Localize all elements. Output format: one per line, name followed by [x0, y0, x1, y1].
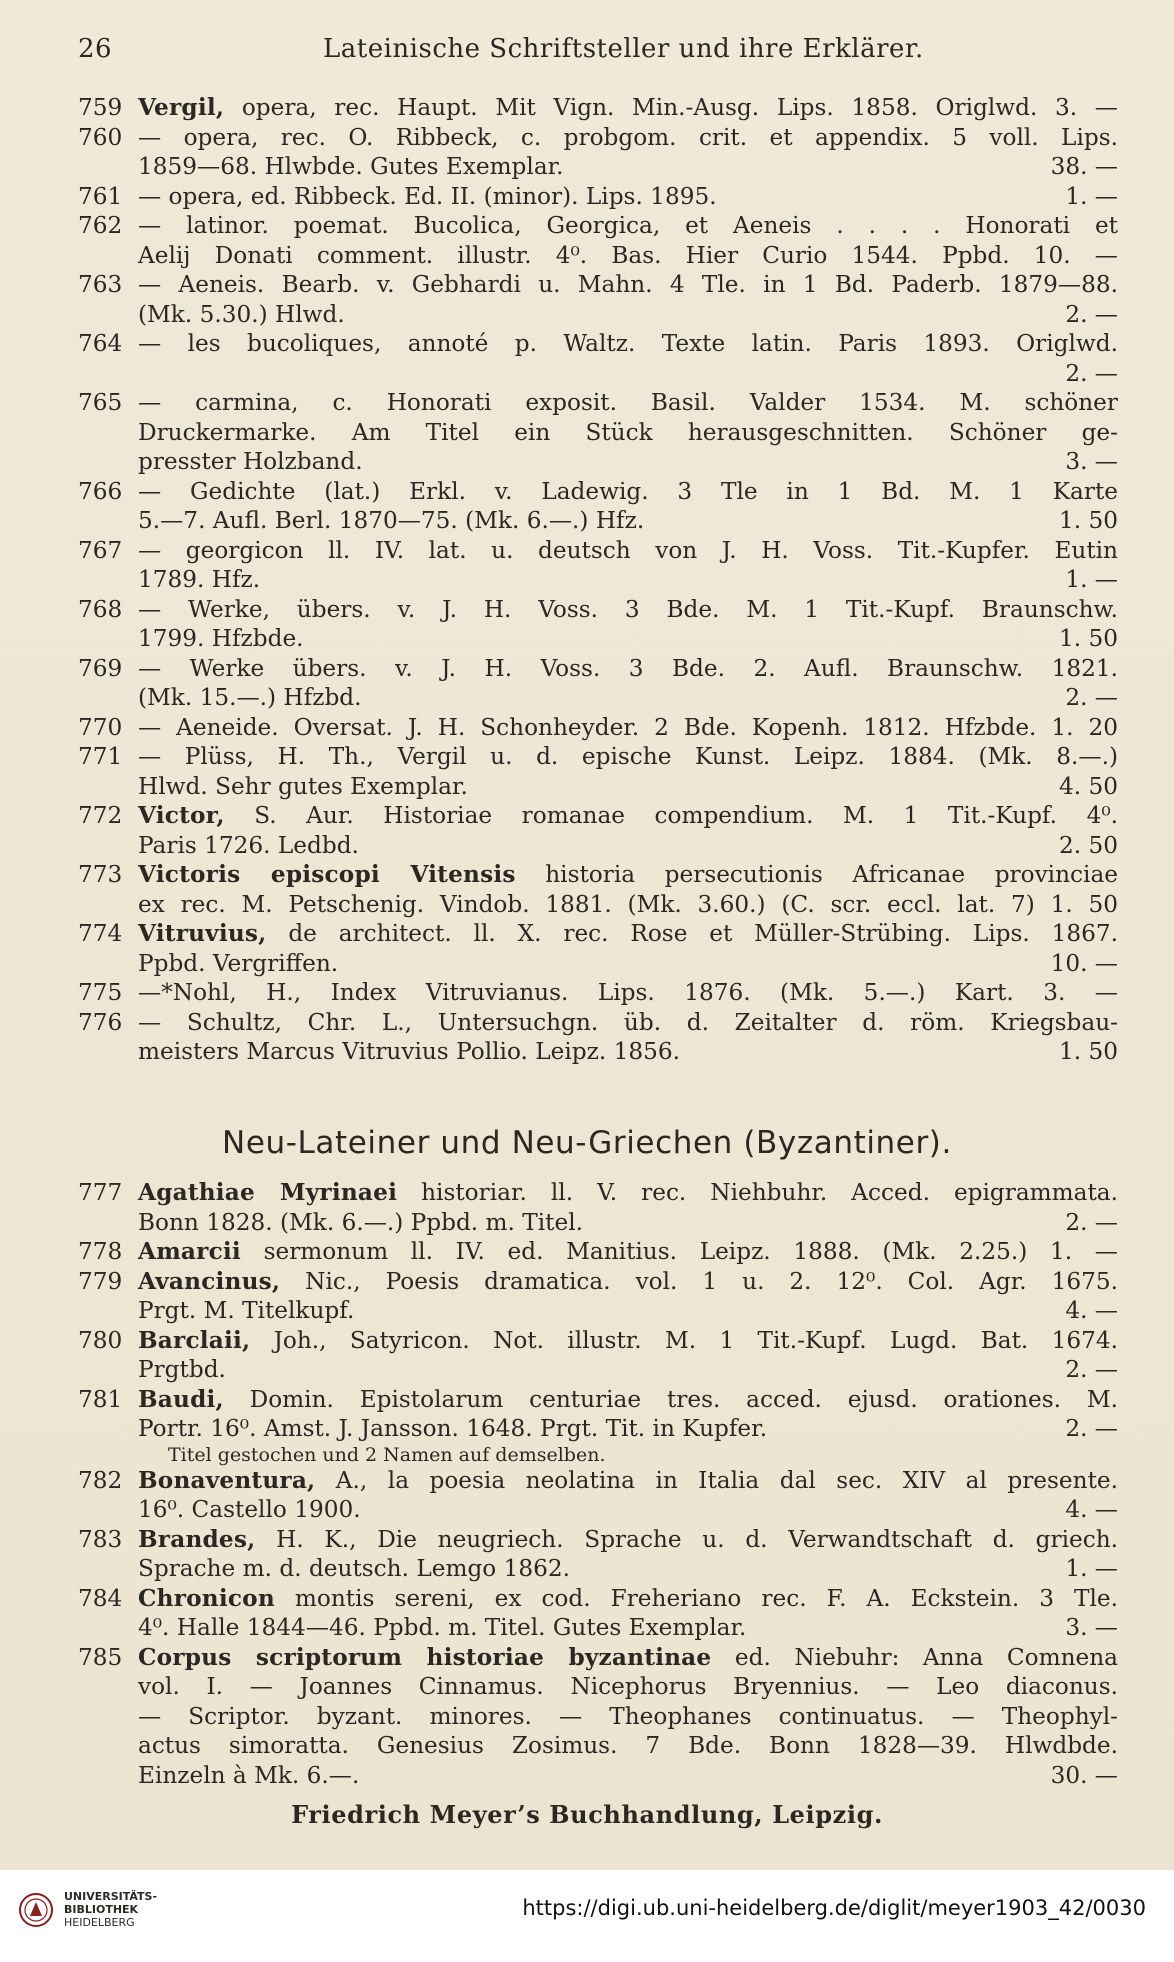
entry-line: — Gedichte (lat.) Erkl. v. Ladewig. 3 Tle in 1 Bd. M. 1 Karte [138, 477, 1118, 505]
entry-price: 2. — [1065, 1208, 1118, 1236]
library-name-line1: UNIVERSITÄTS- [64, 1890, 158, 1903]
catalog-entry [78, 1643, 1118, 1791]
library-seal-icon [18, 1892, 54, 1928]
entry-line: Baudi, Domin. Epistolarum centuriae tres. acced. ejusd. orationes. M. [138, 1385, 1118, 1413]
page-header [78, 34, 1118, 74]
entry-number: 767 [78, 536, 123, 564]
publisher-footer: Friedrich Meyer’s Buchhandlung, Leipzig. [291, 1800, 883, 1829]
catalog-entry [78, 388, 1118, 477]
entry-price: 1. 50 [1059, 507, 1118, 534]
catalog-entry [78, 713, 1118, 743]
entry-line: Ppbd. Vergriffen. 10. — [138, 949, 1118, 977]
entry-price: 30. — [1050, 1761, 1118, 1789]
entry-line: Chronicon montis sereni, ex cod. Freheriano rec. F. A. Eckstein. 3 Tle. [138, 1584, 1118, 1612]
entry-line: Brandes, H. K., Die neugriech. Sprache u. d. Verwandtschaft d. griech. [138, 1525, 1118, 1553]
entry-line: Agathiae Myrinaei historiar. ll. V. rec. Niehbuhr. Acced. epigrammata. [138, 1179, 1118, 1206]
entry-price: 2. — [1065, 1415, 1118, 1442]
catalog-entry [78, 919, 1118, 978]
entry-line: — opera, ed. Ribbeck. Ed. II. (minor). Lips. 1895. 1. — [138, 182, 1118, 210]
entry-line: 1799. Hfzbde. 1. 50 [138, 625, 1118, 652]
entry-number: 780 [78, 1326, 123, 1354]
catalog-entry [78, 270, 1118, 329]
catalog-entry [78, 1237, 1118, 1267]
catalog-entry [78, 1466, 1118, 1525]
entry-line: Vergil, opera, rec. Haupt. Mit Vign. Min.-Ausg. Lips. 1858. Origlwd. 3. — [138, 94, 1118, 121]
entry-price: 2. — [1065, 300, 1118, 328]
catalog-entry [78, 536, 1118, 595]
entry-price: 4. 50 [1059, 772, 1118, 800]
entry-line: — Scriptor. byzant. minores. — Theophanes continuatus. — Theophyl- [138, 1702, 1118, 1730]
library-name-line2: BIBLIOTHEK [64, 1903, 139, 1916]
entry-line: Prgt. M. Titelkupf. 4. — [138, 1297, 1118, 1324]
entry-number: 764 [78, 330, 123, 357]
entry-number: 773 [78, 861, 123, 888]
entry-number: 768 [78, 595, 123, 623]
entry-line [138, 359, 1118, 389]
catalog-entry [78, 182, 1118, 212]
entry-line: Einzeln à Mk. 6.—. 30. — [138, 1761, 1118, 1789]
entry-number: 763 [78, 271, 123, 298]
running-title: Lateinische Schriftsteller und ihre Erklärer. [323, 34, 924, 64]
entry-line: Aelij Donati comment. illustr. 4⁰. Bas. Hier Curio 1544. Ppbd. 10. — [138, 241, 1118, 269]
entry-line: Bonaventura, A., la poesia neolatina in Italia dal sec. XIV al presente. [138, 1466, 1118, 1494]
entry-number: 766 [78, 477, 123, 505]
entry-price: 4. — [1065, 1297, 1118, 1324]
catalog-entry [78, 1178, 1118, 1237]
entry-line: Prgtbd. 2. — [138, 1356, 1118, 1383]
entry-number: 771 [78, 743, 123, 770]
entry-line: — Schultz, Chr. L., Untersuchgn. üb. d. Zeitalter d. röm. Kriegsbau- [138, 1008, 1118, 1036]
library-logo-block [18, 1890, 157, 1929]
entry-price: 38. — [1050, 153, 1118, 180]
catalog-entry [78, 1008, 1118, 1067]
entry-line: Bonn 1828. (Mk. 6.—.) Ppbd. m. Titel. 2. — [138, 1208, 1118, 1236]
catalog-entry [78, 595, 1118, 654]
entry-line: — carmina, c. Honorati exposit. Basil. Valder 1534. M. schöner [138, 389, 1118, 416]
entry-price: 1. — [1065, 182, 1118, 210]
entry-number: 785 [78, 1643, 123, 1671]
entry-line: Sprache m. d. deutsch. Lemgo 1862. 1. — [138, 1555, 1118, 1582]
entry-price: 2. — [1065, 684, 1118, 711]
entry-line: — georgicon ll. IV. lat. u. deutsch von J. H. Voss. Tit.-Kupfer. Eutin [138, 536, 1118, 564]
entry-number: 762 [78, 212, 123, 239]
entry-number: 760 [78, 123, 123, 151]
entry-number: 781 [78, 1385, 123, 1413]
source-url[interactable]: https://digi.ub.uni-heidelberg.de/diglit/meyer1903_42/0030 [522, 1896, 1146, 1920]
entry-number: 772 [78, 802, 123, 829]
entry-number: 784 [78, 1584, 123, 1612]
entry-line: — Aeneis. Bearb. v. Gebhardi u. Mahn. 4 Tle. in 1 Bd. Paderb. 1879—88. [138, 271, 1118, 298]
catalog-entry [78, 801, 1118, 860]
entry-line: — Werke, übers. v. J. H. Voss. 3 Bde. M. 1 Tit.-Kupf. Braunschw. [138, 595, 1118, 623]
catalog-entry [78, 1326, 1118, 1385]
entry-price: 4. — [1065, 1496, 1118, 1523]
entry-line: — Aeneide. Oversat. J. H. Schonheyder. 2 Bde. Kopenh. 1812. Hfzbde. 1. 20 [138, 713, 1118, 741]
entry-line: (Mk. 15.—.) Hfzbd. 2. — [138, 684, 1118, 711]
entry-price: 1. — [1065, 566, 1118, 593]
entry-line: Amarcii sermonum ll. IV. ed. Manitius. Leipz. 1888. (Mk. 2.25.) 1. — [138, 1238, 1118, 1265]
entry-line: — latinor. poemat. Bucolica, Georgica, et Aeneis . . . . Honorati et [138, 212, 1118, 239]
entry-number: 769 [78, 654, 123, 682]
entry-price: 1. — [1065, 1555, 1118, 1582]
entry-line: — Werke übers. v. J. H. Voss. 3 Bde. 2. Aufl. Braunschw. 1821. [138, 654, 1118, 682]
entry-line: — Plüss, H. Th., Vergil u. d. epische Kunst. Leipz. 1884. (Mk. 8.—.) [138, 743, 1118, 770]
entry-line: Vitruvius, de architect. ll. X. rec. Rose et Müller-Strübing. Lips. 1867. [138, 920, 1118, 947]
entry-line: actus simoratta. Genesius Zosimus. 7 Bde. Bonn 1828—39. Hlwdbde. [138, 1732, 1118, 1759]
catalog-entries-neulatin [78, 1178, 1118, 1790]
entry-line: Victoris episcopi Vitensis historia persecutionis Africanae provinciae [138, 861, 1118, 888]
catalog-entry [78, 93, 1118, 123]
entry-price: 10. — [1050, 949, 1118, 977]
catalog-entry [78, 1525, 1118, 1584]
entry-line: ex rec. M. Petschenig. Vindob. 1881. (Mk. 3.60.) (C. scr. eccl. lat. 7) 1. 50 [138, 890, 1118, 918]
entry-number: 770 [78, 713, 123, 741]
entry-line: Barclaii, Joh., Satyricon. Not. illustr. M. 1 Tit.-Kupf. Lugd. Bat. 1674. [138, 1326, 1118, 1354]
entry-number: 778 [78, 1238, 123, 1265]
entry-price: 2. — [1065, 359, 1118, 387]
entry-line: 5.—7. Aufl. Berl. 1870—75. (Mk. 6.—.) Hfz. 1. 50 [138, 507, 1118, 534]
entry-number: 765 [78, 389, 123, 416]
entry-price: 3. — [1065, 1614, 1118, 1641]
entry-price: 2. — [1065, 1356, 1118, 1383]
entry-line: Victor, S. Aur. Historiae romanae compendium. M. 1 Tit.-Kupf. 4⁰. [138, 802, 1118, 829]
library-name-line3: HEIDELBERG [64, 1916, 135, 1929]
catalog-entry [78, 1385, 1118, 1466]
catalog-entry [78, 654, 1118, 713]
entry-line: —*Nohl, H., Index Vitruvianus. Lips. 1876. (Mk. 5.—.) Kart. 3. — [138, 979, 1118, 1006]
catalog-entry [78, 1267, 1118, 1326]
entry-price: 1. 50 [1059, 1038, 1118, 1065]
entry-line: — les bucoliques, annoté p. Waltz. Texte latin. Paris 1893. Origlwd. [138, 330, 1118, 357]
entry-line: 16⁰. Castello 1900. 4. — [138, 1496, 1118, 1523]
catalog-entry [78, 742, 1118, 801]
entry-number: 759 [78, 94, 123, 121]
entry-price: 2. 50 [1059, 831, 1118, 859]
entry-price: 3. — [1065, 448, 1118, 475]
entry-price: 1. 50 [1059, 625, 1118, 652]
entry-line: Corpus scriptorum historiae byzantinae ed. Niebuhr: Anna Comnena [138, 1643, 1118, 1671]
entry-line: 4⁰. Halle 1844—46. Ppbd. m. Titel. Gutes Exemplar. 3. — [138, 1614, 1118, 1641]
catalog-entry [78, 123, 1118, 182]
catalog-entries-latin [78, 93, 1118, 1067]
entry-line: 1859—68. Hlwbde. Gutes Exemplar. 38. — [138, 153, 1118, 180]
catalog-entry [78, 860, 1118, 919]
entry-number: 783 [78, 1525, 123, 1553]
section-heading: Neu-Lateiner und Neu-Griechen (Byzantiner). [222, 1125, 952, 1161]
entry-number: 776 [78, 1008, 123, 1036]
entry-number: 782 [78, 1466, 123, 1494]
catalog-entry [78, 211, 1118, 270]
entry-number: 761 [78, 182, 123, 210]
entry-number: 775 [78, 979, 123, 1006]
catalog-entry [78, 978, 1118, 1008]
entry-line: — opera, rec. O. Ribbeck, c. probgom. crit. et appendix. 5 voll. Lips. [138, 123, 1118, 151]
entry-line: Paris 1726. Ledbd. 2. 50 [138, 831, 1118, 859]
entry-line: Avancinus, Nic., Poesis dramatica. vol. 1 u. 2. 12⁰. Col. Agr. 1675. [138, 1267, 1118, 1295]
entry-number: 779 [78, 1267, 123, 1295]
entry-number: 777 [78, 1179, 123, 1206]
catalog-entry [78, 329, 1118, 388]
entry-line: Hlwd. Sehr gutes Exemplar. 4. 50 [138, 772, 1118, 800]
entry-line: 1789. Hfz. 1. — [138, 566, 1118, 593]
entry-line: meisters Marcus Vitruvius Pollio. Leipz. 1856. 1. 50 [138, 1038, 1118, 1065]
entry-line: Portr. 16⁰. Amst. J. Jansson. 1648. Prgt. Tit. in Kupfer. 2. — [138, 1415, 1118, 1442]
page-number: 26 [78, 34, 113, 64]
entry-line: Druckermarke. Am Titel ein Stück herausgeschnitten. Schöner ge- [138, 418, 1118, 446]
entry-line: (Mk. 5.30.) Hlwd. 2. — [138, 300, 1118, 328]
entry-line: vol. I. — Joannes Cinnamus. Nicephorus Bryennius. — Leo diaconus. [138, 1673, 1118, 1700]
entry-number: 774 [78, 920, 123, 947]
entry-note: Titel gestochen und 2 Namen auf demselben. [168, 1443, 606, 1466]
catalog-entry [78, 477, 1118, 536]
entry-line: presster Holzband. 3. — [138, 448, 1118, 475]
catalog-entry [78, 1584, 1118, 1643]
